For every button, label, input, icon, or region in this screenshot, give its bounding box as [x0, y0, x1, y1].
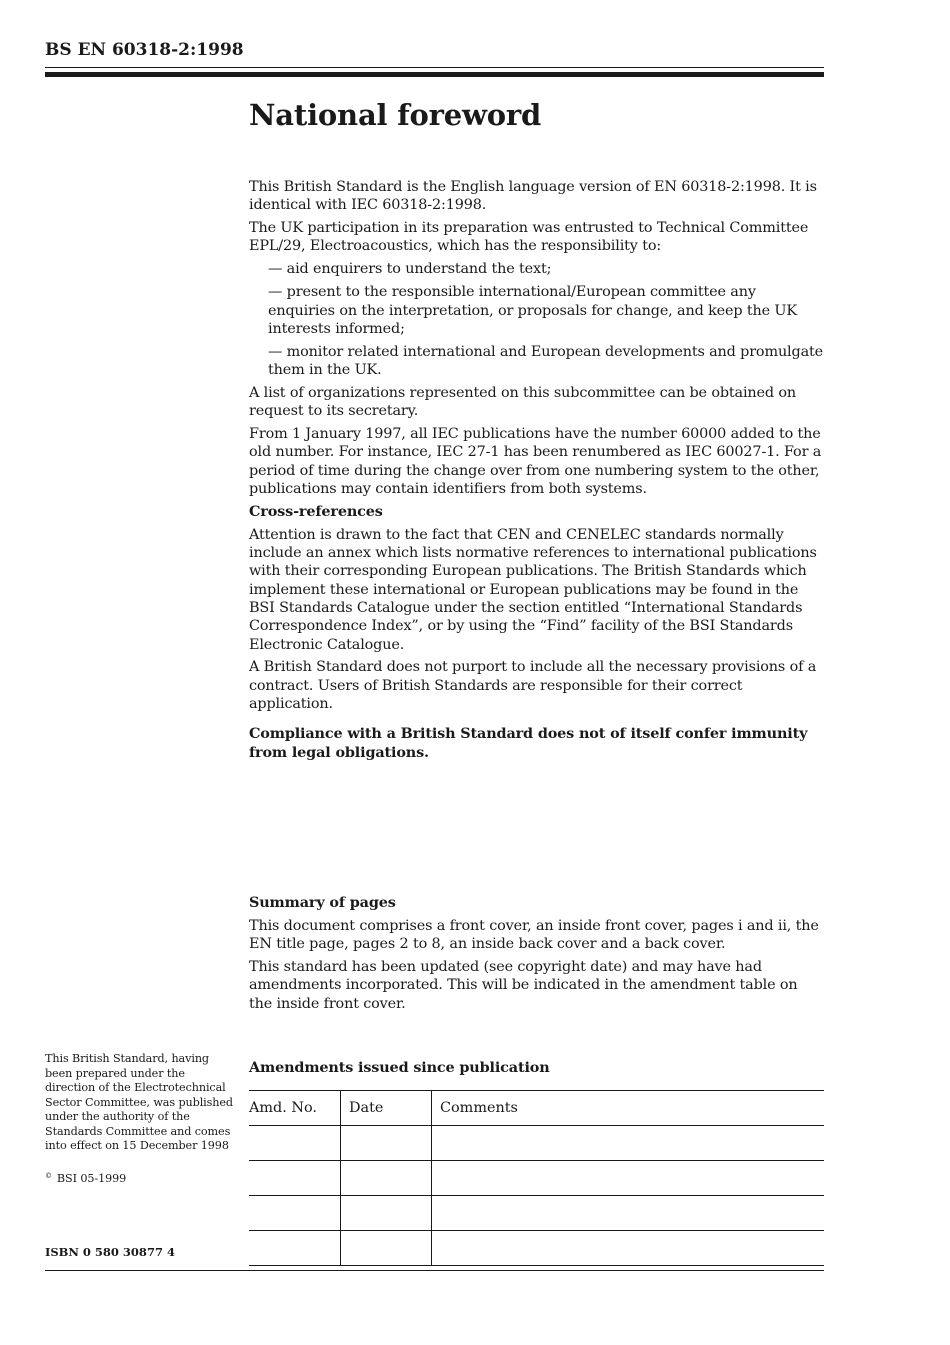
header-rule-thick: [45, 72, 824, 77]
compliance-statement: Compliance with a British Standard does not of itself confer immunity from legal obligations.: [249, 725, 808, 761]
table-cell: [341, 1196, 432, 1231]
foreword-body: [249, 178, 824, 767]
table-row: [249, 1231, 824, 1266]
footer-rule: [45, 1270, 824, 1271]
list-item: — monitor related international and European developments and promulgate them in the UK.: [268, 343, 824, 379]
document-code: BS EN 60318-2:1998: [45, 40, 244, 60]
table-cell: [432, 1196, 825, 1231]
table-cell: [341, 1231, 432, 1266]
column-header-comments: Comments: [432, 1091, 825, 1126]
publication-note: [45, 1052, 235, 1186]
copyright-text: BSI 05-1999: [56, 1171, 127, 1185]
table-cell: [249, 1196, 341, 1231]
table-cell: [432, 1231, 825, 1266]
column-header-amd-no: Amd. No.: [249, 1091, 341, 1126]
list-item: — aid enquirers to understand the text;: [268, 261, 552, 278]
paragraph: This document comprises a front cover, an inside front cover, pages i and ii, the EN title page, pages 2 to 8, an inside back cover and a back cover.: [249, 917, 819, 953]
paragraph: A British Standard does not purport to include all the necessary provisions of a contract. Users of British Standards are responsible for their correct application.: [249, 659, 817, 713]
paragraph: A list of organizations represented on this subcommittee can be obtained on request to its secretary.: [249, 384, 797, 420]
page-title: National foreword: [249, 98, 542, 132]
copyright-line: [45, 1169, 235, 1187]
table-header-row: [249, 1091, 824, 1126]
amendments-title: Amendments issued since publication: [249, 1059, 550, 1076]
paragraph: This standard has been updated (see copyright date) and may have had amendments incorporated. This will be indicated in the amendment table on the inside front cover.: [249, 959, 798, 1012]
paragraph: From 1 January 1997, all IEC publications have the number 60000 added to the old number. For instance, IEC 27-1 has been renumbered as IEC 60027-1. For a period of time during the change over from one numbering system to the other, publications may contain identifiers from both systems.: [249, 426, 822, 498]
list-item: — present to the responsible international/European committee any enquiries on the interpretation, or proposals for change, and keep the UK interests informed;: [268, 284, 797, 337]
column-header-date: Date: [341, 1091, 432, 1126]
table-row: [249, 1126, 824, 1161]
table-row: [249, 1196, 824, 1231]
paragraph: The UK participation in its preparation was entrusted to Technical Committee EPL/29, Electroacoustics, which has the responsibility to:: [249, 220, 809, 255]
table-cell: [341, 1126, 432, 1161]
paragraph: This British Standard is the English language version of EN 60318-2:1998. It is identical with IEC 60318-2:1998.: [249, 179, 817, 214]
section-heading: Summary of pages: [249, 894, 396, 911]
isbn: ISBN 0 580 30877 4: [45, 1245, 175, 1259]
summary-section: [249, 894, 824, 1018]
table-cell: [432, 1126, 825, 1161]
paragraph: Attention is drawn to the fact that CEN and CENELEC standards normally include an annex which lists normative references to international publications with their corresponding European publications. The British Standards which implement these international or European publications may be found in the BSI Standards Catalogue under the section entitled “International Standards Correspondence Index”, or by using the “Find” facility of the BSI Standards Electronic Catalogue.: [249, 526, 817, 653]
table-cell: [249, 1231, 341, 1266]
table-cell: [341, 1161, 432, 1196]
header-rule-thin: [45, 67, 824, 68]
table-row: [249, 1161, 824, 1196]
copyright-symbol: ©: [45, 1171, 52, 1180]
publication-note-text: This British Standard, having been prepared under the direction of the Electrotechnical Sector Committee, was published under the authority of the Standards Committee and comes into effect on 15 December 1998: [45, 1052, 233, 1152]
amendments-table: [249, 1090, 824, 1266]
table-cell: [249, 1161, 341, 1196]
table-cell: [432, 1161, 825, 1196]
section-heading: Cross-references: [249, 502, 383, 520]
table-cell: [249, 1126, 341, 1161]
